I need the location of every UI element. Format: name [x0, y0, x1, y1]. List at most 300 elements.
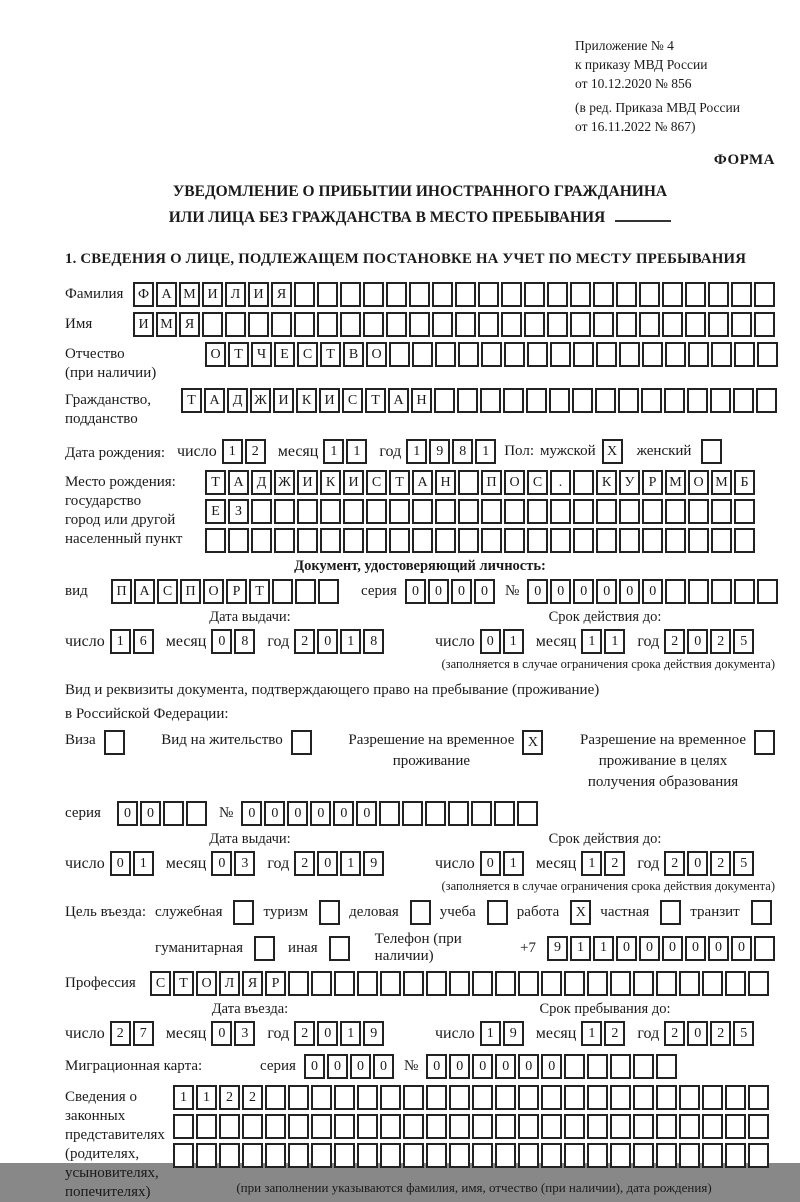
form-cell[interactable] — [518, 971, 539, 996]
form-cell[interactable] — [610, 1054, 631, 1079]
form-cell[interactable] — [297, 499, 318, 524]
form-cell[interactable]: 0 — [317, 629, 338, 654]
form-cell[interactable] — [363, 312, 384, 337]
form-cell[interactable] — [435, 342, 456, 367]
form-cell[interactable] — [748, 1114, 769, 1139]
form-cell[interactable]: К — [596, 470, 617, 495]
rp-issue-day-boxes[interactable] — [110, 851, 154, 876]
form-cell[interactable] — [573, 470, 594, 495]
form-cell[interactable] — [550, 528, 571, 553]
form-cell[interactable]: А — [204, 388, 225, 413]
form-cell[interactable]: С — [527, 470, 548, 495]
form-cell[interactable] — [409, 282, 430, 307]
form-cell[interactable] — [596, 342, 617, 367]
form-cell[interactable]: Т — [389, 470, 410, 495]
form-cell[interactable]: 1 — [110, 629, 131, 654]
form-cell[interactable] — [639, 312, 660, 337]
form-cell[interactable]: 2 — [604, 851, 625, 876]
birth-day-boxes[interactable] — [222, 439, 266, 464]
form-cell[interactable] — [357, 1085, 378, 1110]
purpose-tourism-checkbox[interactable] — [319, 900, 340, 925]
doc-valid-day-boxes[interactable] — [480, 629, 524, 654]
entry-day-boxes[interactable] — [110, 1021, 154, 1046]
form-cell[interactable] — [173, 1114, 194, 1139]
form-cell[interactable]: 1 — [406, 439, 427, 464]
purpose-business-checkbox[interactable] — [410, 900, 431, 925]
doc-kind-boxes[interactable] — [111, 579, 339, 604]
form-cell[interactable] — [708, 282, 729, 307]
form-cell[interactable] — [711, 342, 732, 367]
residence-permit-checkbox[interactable] — [291, 730, 312, 755]
form-cell[interactable] — [524, 282, 545, 307]
form-cell[interactable]: 2 — [110, 1021, 131, 1046]
form-cell[interactable] — [702, 1085, 723, 1110]
form-cell[interactable]: Б — [734, 470, 755, 495]
form-cell[interactable] — [679, 1114, 700, 1139]
representatives-boxes-row2[interactable] — [173, 1114, 775, 1139]
form-cell[interactable] — [481, 499, 502, 524]
form-cell[interactable]: И — [202, 282, 223, 307]
form-cell[interactable]: 9 — [363, 851, 384, 876]
form-cell[interactable] — [501, 312, 522, 337]
form-cell[interactable] — [685, 312, 706, 337]
form-cell[interactable] — [619, 499, 640, 524]
form-cell[interactable] — [619, 528, 640, 553]
form-cell[interactable] — [329, 936, 350, 961]
stay-month-boxes[interactable] — [581, 1021, 625, 1046]
form-cell[interactable] — [472, 971, 493, 996]
form-cell[interactable]: 0 — [327, 1054, 348, 1079]
form-cell[interactable]: 0 — [550, 579, 571, 604]
form-cell[interactable] — [665, 579, 686, 604]
form-cell[interactable]: 0 — [687, 1021, 708, 1046]
name-boxes[interactable] — [133, 312, 775, 337]
form-cell[interactable] — [618, 388, 639, 413]
form-cell[interactable] — [288, 971, 309, 996]
doc-issue-month-boxes[interactable] — [211, 629, 255, 654]
form-cell[interactable] — [363, 282, 384, 307]
form-cell[interactable]: 0 — [616, 936, 637, 961]
form-cell[interactable] — [288, 1085, 309, 1110]
form-cell[interactable]: 2 — [294, 851, 315, 876]
form-cell[interactable] — [501, 282, 522, 307]
form-cell[interactable]: 2 — [664, 629, 685, 654]
form-cell[interactable] — [660, 900, 681, 925]
form-cell[interactable] — [448, 801, 469, 826]
form-cell[interactable] — [564, 971, 585, 996]
form-cell[interactable] — [288, 1143, 309, 1168]
form-cell[interactable]: П — [111, 579, 132, 604]
form-cell[interactable] — [366, 528, 387, 553]
form-cell[interactable]: 2 — [604, 1021, 625, 1046]
form-cell[interactable]: И — [133, 312, 154, 337]
form-cell[interactable]: А — [388, 388, 409, 413]
form-cell[interactable] — [665, 528, 686, 553]
form-cell[interactable] — [196, 1143, 217, 1168]
form-cell[interactable]: 0 — [140, 801, 161, 826]
form-cell[interactable] — [318, 579, 339, 604]
form-cell[interactable]: В — [343, 342, 364, 367]
form-cell[interactable] — [219, 1114, 240, 1139]
form-cell[interactable]: 1 — [581, 629, 602, 654]
form-cell[interactable] — [219, 1143, 240, 1168]
form-cell[interactable] — [610, 971, 631, 996]
form-cell[interactable]: Т — [205, 470, 226, 495]
form-cell[interactable] — [573, 528, 594, 553]
form-cell[interactable]: Н — [435, 470, 456, 495]
form-cell[interactable]: 0 — [472, 1054, 493, 1079]
form-cell[interactable]: 0 — [731, 936, 752, 961]
form-cell[interactable]: А — [412, 470, 433, 495]
form-cell[interactable]: 1 — [475, 439, 496, 464]
form-cell[interactable] — [334, 971, 355, 996]
form-cell[interactable] — [757, 579, 778, 604]
form-cell[interactable] — [642, 528, 663, 553]
phone-boxes[interactable] — [547, 936, 775, 961]
rp-number-boxes[interactable] — [241, 801, 538, 826]
form-cell[interactable] — [619, 342, 640, 367]
form-cell[interactable]: 0 — [264, 801, 285, 826]
form-cell[interactable]: 1 — [593, 936, 614, 961]
form-cell[interactable] — [202, 312, 223, 337]
form-cell[interactable] — [487, 900, 508, 925]
form-cell[interactable]: М — [665, 470, 686, 495]
form-cell[interactable]: Я — [271, 282, 292, 307]
purpose-work-checkbox[interactable] — [570, 900, 591, 925]
form-cell[interactable] — [708, 312, 729, 337]
form-cell[interactable] — [225, 312, 246, 337]
visa-checkbox[interactable] — [104, 730, 125, 755]
form-cell[interactable]: 0 — [356, 801, 377, 826]
birthplace-boxes-row1[interactable] — [205, 470, 755, 495]
form-cell[interactable] — [311, 1085, 332, 1110]
form-cell[interactable]: 0 — [687, 629, 708, 654]
form-cell[interactable] — [435, 528, 456, 553]
form-cell[interactable] — [409, 312, 430, 337]
form-cell[interactable] — [380, 1114, 401, 1139]
form-cell[interactable]: А — [156, 282, 177, 307]
form-cell[interactable] — [274, 499, 295, 524]
stay-day-boxes[interactable] — [480, 1021, 524, 1046]
form-cell[interactable]: 0 — [317, 851, 338, 876]
form-cell[interactable]: 0 — [451, 579, 472, 604]
form-cell[interactable] — [587, 1114, 608, 1139]
form-cell[interactable]: 0 — [405, 579, 426, 604]
form-cell[interactable] — [679, 971, 700, 996]
form-cell[interactable]: 0 — [211, 851, 232, 876]
form-cell[interactable] — [633, 1054, 654, 1079]
form-cell[interactable] — [434, 388, 455, 413]
form-cell[interactable] — [564, 1085, 585, 1110]
form-cell[interactable]: 8 — [452, 439, 473, 464]
form-cell[interactable] — [471, 801, 492, 826]
form-cell[interactable]: Ф — [133, 282, 154, 307]
form-cell[interactable] — [665, 342, 686, 367]
form-cell[interactable] — [334, 1114, 355, 1139]
form-cell[interactable]: 0 — [350, 1054, 371, 1079]
form-cell[interactable] — [403, 1143, 424, 1168]
form-cell[interactable]: Я — [179, 312, 200, 337]
form-cell[interactable] — [426, 1143, 447, 1168]
form-cell[interactable] — [757, 342, 778, 367]
form-cell[interactable] — [587, 971, 608, 996]
form-cell[interactable] — [265, 1114, 286, 1139]
form-cell[interactable] — [357, 1114, 378, 1139]
form-cell[interactable] — [403, 1114, 424, 1139]
form-cell[interactable]: 0 — [708, 936, 729, 961]
form-cell[interactable] — [228, 528, 249, 553]
form-cell[interactable]: 1 — [570, 936, 591, 961]
form-cell[interactable] — [642, 499, 663, 524]
form-cell[interactable] — [748, 1085, 769, 1110]
form-cell[interactable] — [173, 1143, 194, 1168]
form-cell[interactable] — [294, 312, 315, 337]
doc-valid-year-boxes[interactable] — [664, 629, 754, 654]
form-cell[interactable] — [541, 971, 562, 996]
form-cell[interactable]: И — [297, 470, 318, 495]
form-cell[interactable] — [186, 801, 207, 826]
form-cell[interactable] — [403, 1085, 424, 1110]
edu-permit-checkbox[interactable] — [754, 730, 775, 755]
form-cell[interactable] — [633, 1143, 654, 1168]
form-cell[interactable] — [380, 1143, 401, 1168]
form-cell[interactable] — [457, 388, 478, 413]
form-cell[interactable] — [386, 282, 407, 307]
form-cell[interactable]: 3 — [234, 1021, 255, 1046]
form-cell[interactable] — [748, 1143, 769, 1168]
form-cell[interactable]: Т — [320, 342, 341, 367]
form-cell[interactable] — [291, 730, 312, 755]
form-cell[interactable] — [343, 499, 364, 524]
form-cell[interactable] — [748, 971, 769, 996]
form-cell[interactable]: 1 — [323, 439, 344, 464]
temp-permit-checkbox[interactable] — [522, 730, 543, 755]
form-cell[interactable] — [596, 499, 617, 524]
form-cell[interactable] — [472, 1114, 493, 1139]
form-cell[interactable]: 2 — [664, 851, 685, 876]
form-cell[interactable] — [518, 1114, 539, 1139]
surname-boxes[interactable] — [133, 282, 775, 307]
form-cell[interactable] — [679, 1085, 700, 1110]
form-cell[interactable] — [271, 312, 292, 337]
form-cell[interactable] — [754, 312, 775, 337]
mc-number-boxes[interactable] — [426, 1054, 677, 1079]
form-cell[interactable] — [633, 1114, 654, 1139]
form-cell[interactable]: 0 — [304, 1054, 325, 1079]
form-cell[interactable] — [541, 1143, 562, 1168]
form-cell[interactable] — [572, 388, 593, 413]
form-cell[interactable] — [541, 1114, 562, 1139]
form-cell[interactable]: Ч — [251, 342, 272, 367]
form-cell[interactable] — [480, 388, 501, 413]
form-cell[interactable] — [343, 528, 364, 553]
citizenship-boxes[interactable] — [181, 388, 777, 413]
form-cell[interactable] — [455, 312, 476, 337]
form-cell[interactable]: П — [481, 470, 502, 495]
rp-valid-year-boxes[interactable] — [664, 851, 754, 876]
birthplace-boxes-row2[interactable] — [205, 499, 755, 524]
form-cell[interactable] — [616, 282, 637, 307]
purpose-private-checkbox[interactable] — [660, 900, 681, 925]
form-cell[interactable]: З — [228, 499, 249, 524]
form-cell[interactable] — [503, 388, 524, 413]
form-cell[interactable] — [662, 312, 683, 337]
form-cell[interactable]: Р — [226, 579, 247, 604]
form-cell[interactable] — [725, 1114, 746, 1139]
form-cell[interactable] — [725, 971, 746, 996]
form-cell[interactable] — [311, 1114, 332, 1139]
form-cell[interactable]: Д — [227, 388, 248, 413]
form-cell[interactable] — [685, 282, 706, 307]
form-cell[interactable] — [662, 282, 683, 307]
form-cell[interactable]: А — [134, 579, 155, 604]
form-cell[interactable]: 0 — [662, 936, 683, 961]
form-cell[interactable]: 1 — [133, 851, 154, 876]
mc-series-boxes[interactable] — [304, 1054, 394, 1079]
form-cell[interactable]: 0 — [518, 1054, 539, 1079]
form-cell[interactable]: Е — [205, 499, 226, 524]
form-cell[interactable]: 0 — [642, 579, 663, 604]
form-cell[interactable] — [386, 312, 407, 337]
form-cell[interactable] — [319, 900, 340, 925]
form-cell[interactable] — [587, 1085, 608, 1110]
form-cell[interactable] — [550, 499, 571, 524]
form-cell[interactable] — [320, 499, 341, 524]
form-cell[interactable]: 1 — [340, 851, 361, 876]
form-cell[interactable]: 0 — [573, 579, 594, 604]
form-cell[interactable] — [596, 528, 617, 553]
form-cell[interactable]: X — [602, 439, 623, 464]
form-cell[interactable]: 1 — [581, 851, 602, 876]
form-cell[interactable] — [734, 342, 755, 367]
form-cell[interactable]: 1 — [581, 1021, 602, 1046]
form-cell[interactable] — [458, 499, 479, 524]
form-cell[interactable] — [494, 801, 515, 826]
form-cell[interactable] — [449, 1085, 470, 1110]
doc-valid-month-boxes[interactable] — [581, 629, 625, 654]
form-cell[interactable] — [734, 499, 755, 524]
form-cell[interactable] — [233, 900, 254, 925]
form-cell[interactable]: 0 — [639, 936, 660, 961]
form-cell[interactable]: X — [570, 900, 591, 925]
form-cell[interactable] — [481, 528, 502, 553]
form-cell[interactable]: 8 — [234, 629, 255, 654]
form-cell[interactable]: 0 — [687, 851, 708, 876]
form-cell[interactable]: 0 — [211, 629, 232, 654]
form-cell[interactable]: О — [205, 342, 226, 367]
form-cell[interactable] — [702, 1143, 723, 1168]
form-cell[interactable] — [288, 1114, 309, 1139]
form-cell[interactable] — [734, 528, 755, 553]
form-cell[interactable]: 0 — [527, 579, 548, 604]
form-cell[interactable]: У — [619, 470, 640, 495]
form-cell[interactable]: 5 — [733, 629, 754, 654]
form-cell[interactable]: 1 — [222, 439, 243, 464]
form-cell[interactable]: 1 — [196, 1085, 217, 1110]
form-cell[interactable]: Л — [225, 282, 246, 307]
form-cell[interactable]: С — [342, 388, 363, 413]
form-cell[interactable]: 0 — [211, 1021, 232, 1046]
form-cell[interactable] — [711, 528, 732, 553]
form-cell[interactable] — [495, 1143, 516, 1168]
form-cell[interactable] — [495, 1114, 516, 1139]
form-cell[interactable]: О — [203, 579, 224, 604]
form-cell[interactable] — [573, 342, 594, 367]
form-cell[interactable]: 6 — [133, 629, 154, 654]
purpose-other-checkbox[interactable] — [329, 936, 350, 961]
form-cell[interactable]: С — [157, 579, 178, 604]
form-cell[interactable] — [163, 801, 184, 826]
form-cell[interactable]: 2 — [219, 1085, 240, 1110]
form-cell[interactable] — [616, 312, 637, 337]
form-cell[interactable]: И — [248, 282, 269, 307]
form-cell[interactable]: 9 — [429, 439, 450, 464]
form-cell[interactable]: Т — [181, 388, 202, 413]
purpose-transit-checkbox[interactable] — [751, 900, 772, 925]
form-cell[interactable] — [751, 900, 772, 925]
form-cell[interactable]: 5 — [733, 1021, 754, 1046]
form-cell[interactable] — [495, 1085, 516, 1110]
form-cell[interactable] — [725, 1143, 746, 1168]
rp-valid-month-boxes[interactable] — [581, 851, 625, 876]
form-cell[interactable] — [754, 936, 775, 961]
form-cell[interactable]: К — [320, 470, 341, 495]
form-cell[interactable]: 0 — [541, 1054, 562, 1079]
form-cell[interactable]: 9 — [547, 936, 568, 961]
form-cell[interactable] — [656, 971, 677, 996]
form-cell[interactable]: 2 — [710, 851, 731, 876]
form-cell[interactable] — [573, 499, 594, 524]
form-cell[interactable] — [731, 312, 752, 337]
form-cell[interactable] — [295, 579, 316, 604]
form-cell[interactable]: А — [228, 470, 249, 495]
form-cell[interactable] — [389, 499, 410, 524]
form-cell[interactable]: 0 — [619, 579, 640, 604]
form-cell[interactable] — [593, 282, 614, 307]
form-cell[interactable] — [504, 342, 525, 367]
form-cell[interactable]: М — [156, 312, 177, 337]
form-cell[interactable] — [527, 342, 548, 367]
form-cell[interactable]: 0 — [428, 579, 449, 604]
form-cell[interactable] — [272, 579, 293, 604]
form-cell[interactable]: 3 — [234, 851, 255, 876]
form-cell[interactable] — [410, 900, 431, 925]
form-cell[interactable]: Т — [249, 579, 270, 604]
form-cell[interactable] — [679, 1143, 700, 1168]
form-cell[interactable]: О — [196, 971, 217, 996]
form-cell[interactable] — [478, 282, 499, 307]
form-cell[interactable] — [242, 1143, 263, 1168]
form-cell[interactable]: 9 — [363, 1021, 384, 1046]
form-cell[interactable] — [265, 1143, 286, 1168]
form-cell[interactable] — [725, 1085, 746, 1110]
form-cell[interactable] — [432, 282, 453, 307]
form-cell[interactable] — [731, 282, 752, 307]
doc-number-boxes[interactable] — [527, 579, 778, 604]
form-cell[interactable] — [426, 1114, 447, 1139]
form-cell[interactable] — [412, 342, 433, 367]
form-cell[interactable]: Т — [173, 971, 194, 996]
form-cell[interactable] — [435, 499, 456, 524]
form-cell[interactable] — [610, 1114, 631, 1139]
form-cell[interactable] — [504, 499, 525, 524]
form-cell[interactable] — [517, 801, 538, 826]
form-cell[interactable] — [458, 342, 479, 367]
form-cell[interactable]: 0 — [426, 1054, 447, 1079]
form-cell[interactable] — [754, 730, 775, 755]
form-cell[interactable] — [587, 1143, 608, 1168]
form-cell[interactable] — [265, 1085, 286, 1110]
